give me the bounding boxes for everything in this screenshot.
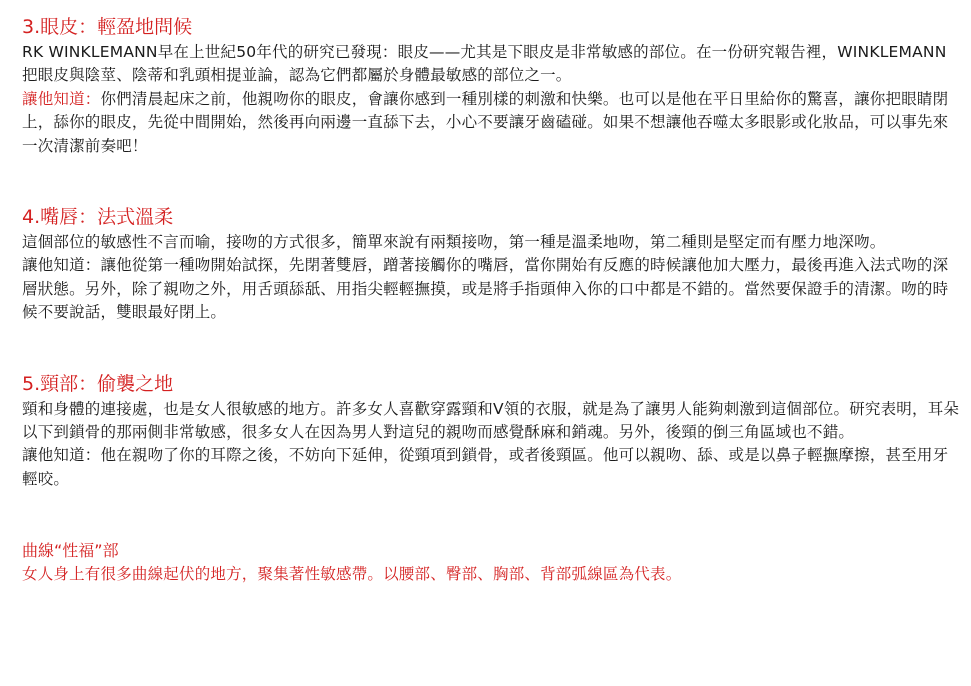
section-heading-neck: 5.頸部：偷襲之地 <box>22 372 174 395</box>
section-tip-eyelids <box>22 88 962 158</box>
section-neck <box>22 371 962 492</box>
section-tip-lips <box>22 254 962 324</box>
tip-text: 你們清晨起床之前，他親吻你的眼皮，會讓你感到一種別樣的刺激和快樂。也可以是他在平日里給你的驚喜，讓你把眼睛閉上，舔你的眼皮，先從中間開始，然後再向兩邊一直舔下去，小心不要讓牙齒磕碰。如果不想讓他吞噬太多眼影或化妝品，可以事先來一次清潔前奏吧！ <box>22 89 949 155</box>
section-lips <box>22 204 962 325</box>
section-body-curves: 女人身上有很多曲線起伏的地方，聚集著性敏感帶。以腰部、臀部、胸部、背部弧線區為代表。 <box>22 565 682 584</box>
section-eyelids <box>22 14 962 158</box>
section-heading-curves: 曲線“性福”部 <box>22 541 119 561</box>
tip-text: 讓他從第一種吻開始試探，先閉著雙唇，蹭著接觸你的嘴唇，當你開始有反應的時候讓他加大壓力，最後再進入法式吻的深層狀態。另外，除了親吻之外，用舌頭舔舐、用指尖輕輕撫摸，或是將手指頭伸入你的口中都是不錯的。當然要保證手的清潔。吻的時候不要說話，雙眼最好閉上。 <box>22 256 949 322</box>
section-heading-eyelids: 3.眼皮：輕盈地問候 <box>22 16 193 38</box>
section-tip-neck <box>22 444 962 491</box>
section-body-eyelids: RK WINKLEMANN早在上世紀50年代的研究已發現：眼皮——尤其是下眼皮是非常敏感的部位。在一份研究報告裡，WINKLEMANN把眼皮與陰莖、陰蒂和乳頭相提並論，認為它們都屬於身體最敏感的部位之一。 <box>22 43 947 85</box>
article <box>22 14 962 587</box>
section-heading-lips: 4.嘴唇：法式溫柔 <box>22 206 174 229</box>
tip-lead-label: 讓他知道： <box>22 446 101 465</box>
section-curves <box>22 539 962 586</box>
section-body-neck: 頸和身體的連接處，也是女人很敏感的地方。許多女人喜歡穿露頸和V領的衣服，就是為了讓男人能夠刺激到這個部位。研究表明，耳朵以下到鎖骨的那兩側非常敏感，很多女人在因為男人對這兒的親吻而感覺酥麻和銷魂。另外，後頸的倒三角區域也不錯。 <box>22 399 960 442</box>
tip-text: 他在親吻了你的耳際之後，不妨向下延伸，從頸項到鎖骨，或者後頸區。他可以親吻、舔、或是以鼻子輕撫摩擦，甚至用牙輕咬。 <box>22 446 949 488</box>
spacer <box>22 325 962 371</box>
spacer <box>22 491 962 539</box>
tip-lead-label: 讓他知道： <box>22 256 101 275</box>
spacer <box>22 158 962 204</box>
section-body-lips: 這個部位的敏感性不言而喻，接吻的方式很多，簡單來說有兩類接吻，第一種是溫柔地吻，第二種則是堅定而有壓力地深吻。 <box>22 233 886 252</box>
tip-lead-label: 讓他知道： <box>22 89 101 108</box>
